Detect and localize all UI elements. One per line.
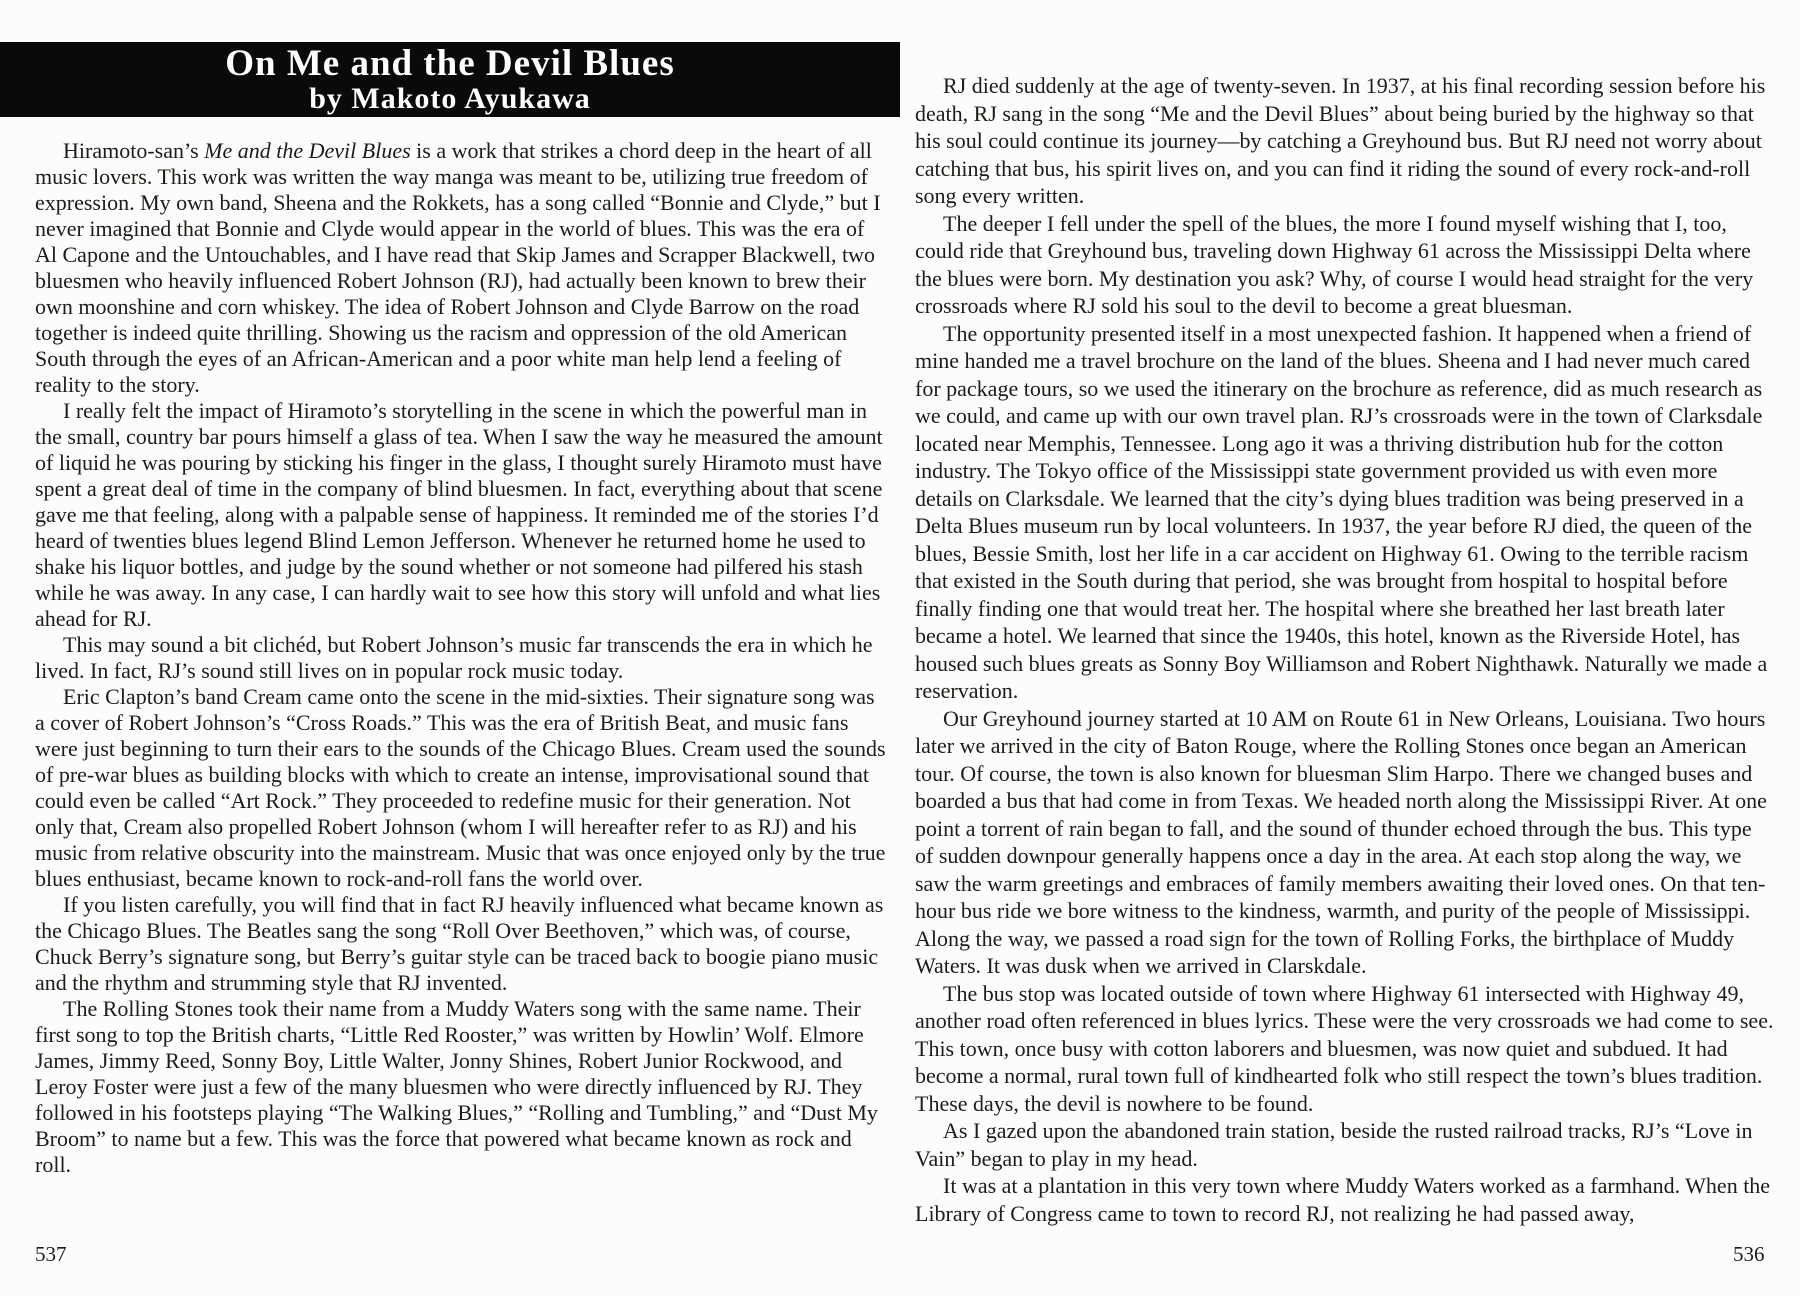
paragraph-text: The deeper I fell under the spell of the blues, the more I found myself wishing that I, too, could ride that Greyhound bus, traveling down Highway 61 across the Mississippi Delta where the blues were born. My destination you ask? Why, of course I would head straight for the very crossroads where RJ sold his soul to the devil to become a great bluesman.: [915, 210, 1754, 318]
paragraph: [915, 320, 1775, 705]
paragraph: [35, 138, 888, 398]
paragraph-text: The opportunity presented itself in a most unexpected fashion. It happened when a friend of mine handed me a travel brochure on the land of the blues. Sheena and I had never much cared for package tours, so we used the itinerary on the brochure as reference, did as much research as we could, and came up with our own travel plan. RJ’s crossroads were in the town of Clarksdale located near Memphis, Tennessee. Long ago it was a thriving distribution hub for the cotton industry. The Tokyo office of the Mississippi state government provided us with even more details on Clarksdale. We learned that the city’s dying blues tradition was being preserved in a Delta Blues museum run by local volunteers. In 1937, the year before RJ died, the queen of the blues, Bessie Smith, lost her life in a car accident on Highway 61. Owing to the terrible racism that existed in the South during that period, she was brought from hospital to hospital before finally finding one that would treat her. The hospital where she breathed her last breath later became a hotel. We learned that since the 1940s, this hotel, known as the Riverside Hotel, has housed such blues greats as Sonny Boy Williamson and Robert Nighthawk. Naturally we made a reservation.: [915, 320, 1768, 703]
paragraph: [35, 684, 888, 892]
left-page-text-column: [35, 138, 888, 1178]
paragraph: [915, 210, 1775, 320]
paragraph-text: RJ died suddenly at the age of twenty-seven. In 1937, at his final recording session before his death, RJ sang in the song “Me and the Devil Blues” about being buried by the highway so that his soul could continue its journey—by catching a Greyhound bus. But RJ need not worry about catching that bus, his spirit lives on, and you can find it riding the sound of every rock-and-roll song every written.: [915, 73, 1766, 208]
paragraph: [915, 72, 1775, 210]
paragraph: [35, 398, 888, 632]
paragraph: [35, 996, 888, 1178]
paragraph-text: As I gazed upon the abandoned train station, beside the rusted railroad tracks, RJ’s “Love in Vain” began to play in my head.: [915, 1118, 1753, 1171]
paragraph-text: I really felt the impact of Hiramoto’s storytelling in the scene in which the powerful man in the small, country bar pours himself a glass of tea. When I saw the way he measured the amount of liquid he was pouring by sticking his finger in the glass, I thought surely Hiramoto must have spent a great deal of time in the company of blind bluesmen. In fact, everything about that scene gave me that feeling, along with a palpable sense of happiness. It reminded me of the stories I’d heard of twenties blues legend Blind Lemon Jefferson. Whenever he returned home he used to shake his liquor bottles, and judge by the sound whether or not someone had pilfered his stash while he was away. In any case, I can hardly wait to see how this story will unfold and what lies ahead for RJ.: [35, 398, 883, 631]
paragraph: [915, 1172, 1775, 1227]
paragraph: [915, 705, 1775, 980]
right-page-number: 536: [1733, 1242, 1765, 1266]
paragraph-text: Hiramoto-san’s: [63, 138, 205, 163]
right-page-text-column: [915, 72, 1775, 1227]
paragraph: [915, 980, 1775, 1118]
paragraph: [35, 892, 888, 996]
chapter-byline: by Makoto Ayukawa: [309, 81, 591, 115]
chapter-title: On Me and the Devil Blues: [225, 42, 675, 84]
paragraph: [915, 1117, 1775, 1172]
paragraph-text: Our Greyhound journey started at 10 AM on Route 61 in New Orleans, Louisiana. Two hours later we arrived in the city of Baton Rouge, where the Rolling Stones once began an American tour. Of course, the town is also known for bluesman Slim Harpo. There we changed buses and boarded a bus that had come in from Texas. We headed north along the Mississippi River. At one point a torrent of rain began to fall, and the sound of thunder echoed through the bus. This type of sudden downpour generally happens once a day in the area. At each stop along the way, we saw the warm greetings and embraces of family members awaiting their loved ones. On that ten-hour bus ride we bore witness to the kindness, warmth, and purity of the people of Mississippi. Along the way, we passed a road sign for the town of Rolling Forks, the birthplace of Muddy Waters. It was dusk when we arrived in Clarskdale.: [915, 705, 1767, 978]
paragraph-text: It was at a plantation in this very town where Muddy Waters worked as a farmhand. When the Library of Congress came to town to record RJ, not realizing he had passed away,: [915, 1173, 1771, 1226]
paragraph-text: This may sound a bit clichéd, but Robert Johnson’s music far transcends the era in which he lived. In fact, RJ’s sound still lives on in popular rock music today.: [35, 632, 873, 683]
chapter-title-banner: [0, 42, 900, 117]
paragraph-text: If you listen carefully, you will find that in fact RJ heavily influenced what became known as the Chicago Blues. The Beatles sang the song “Roll Over Beethoven,” which was, of course, Chuck Berry’s signature song, but Berry’s guitar style can be traced back to boogie piano music and the rhythm and strumming style that RJ invented.: [35, 892, 884, 995]
paragraph-text: The Rolling Stones took their name from a Muddy Waters song with the same name. Their first song to top the British charts, “Little Red Rooster,” was written by Howlin’ Wolf. Elmore James, Jimmy Reed, Sonny Boy, Little Walter, Jonny Shines, Robert Junior Rockwood, and Leroy Foster were just a few of the many bluesmen who were directly influenced by RJ. They followed in his footsteps playing “The Walking Blues,” “Rolling and Tumbling,” and “Dust My Broom” to name but a few. This was the force that powered what became known as rock and roll.: [35, 996, 878, 1177]
paragraph-text: is a work that strikes a chord deep in the heart of all music lovers. This work was written the way manga was meant to be, utilizing true freedom of expression. My own band, Sheena and the Rokkets, has a song called “Bonnie and Clyde,” but I never imagined that Bonnie and Clyde would appear in the world of blues. This was the era of Al Capone and the Untouchables, and I have read that Skip James and Scrapper Blackwell, two bluesmen who heavily influenced Robert Johnson (RJ), had actually been known to brew their own moonshine and corn whiskey. The idea of Robert Johnson and Clyde Barrow on the road together is indeed quite thrilling. Showing us the racism and oppression of the old American South through the eyes of an African-American and a poor white man help lend a feeling of reality to the story.: [35, 138, 881, 397]
paragraph: [35, 632, 888, 684]
book-title-italic: Me and the Devil Blues: [204, 138, 411, 163]
paragraph-text: Eric Clapton’s band Cream came onto the scene in the mid-sixties. Their signature song was a cover of Robert Johnson’s “Cross Roads.” This was the era of British Beat, and music fans were just beginning to turn their ears to the sounds of the Chicago Blues. Cream used the sounds of pre-war blues as building blocks with which to create an intense, improvisational sound that could even be called “Art Rock.” They proceeded to redefine music for their generation. Not only that, Cream also propelled Robert Johnson (whom I will hereafter refer to as RJ) and his music from relative obscurity into the mainstream. Music that was once enjoyed only by the true blues enthusiast, became known to rock-and-roll fans the world over.: [35, 684, 886, 891]
paragraph-text: The bus stop was located outside of town where Highway 61 intersected with Highway 49, another road often referenced in blues lyrics. These were the very crossroads we had come to see. This town, once busy with cotton laborers and bluesmen, was now quiet and subdued. It had become a normal, rural town full of kindhearted folk who still respect the town’s blues tradition. These days, the devil is nowhere to be found.: [915, 980, 1774, 1116]
left-page-number: 537: [35, 1242, 67, 1266]
